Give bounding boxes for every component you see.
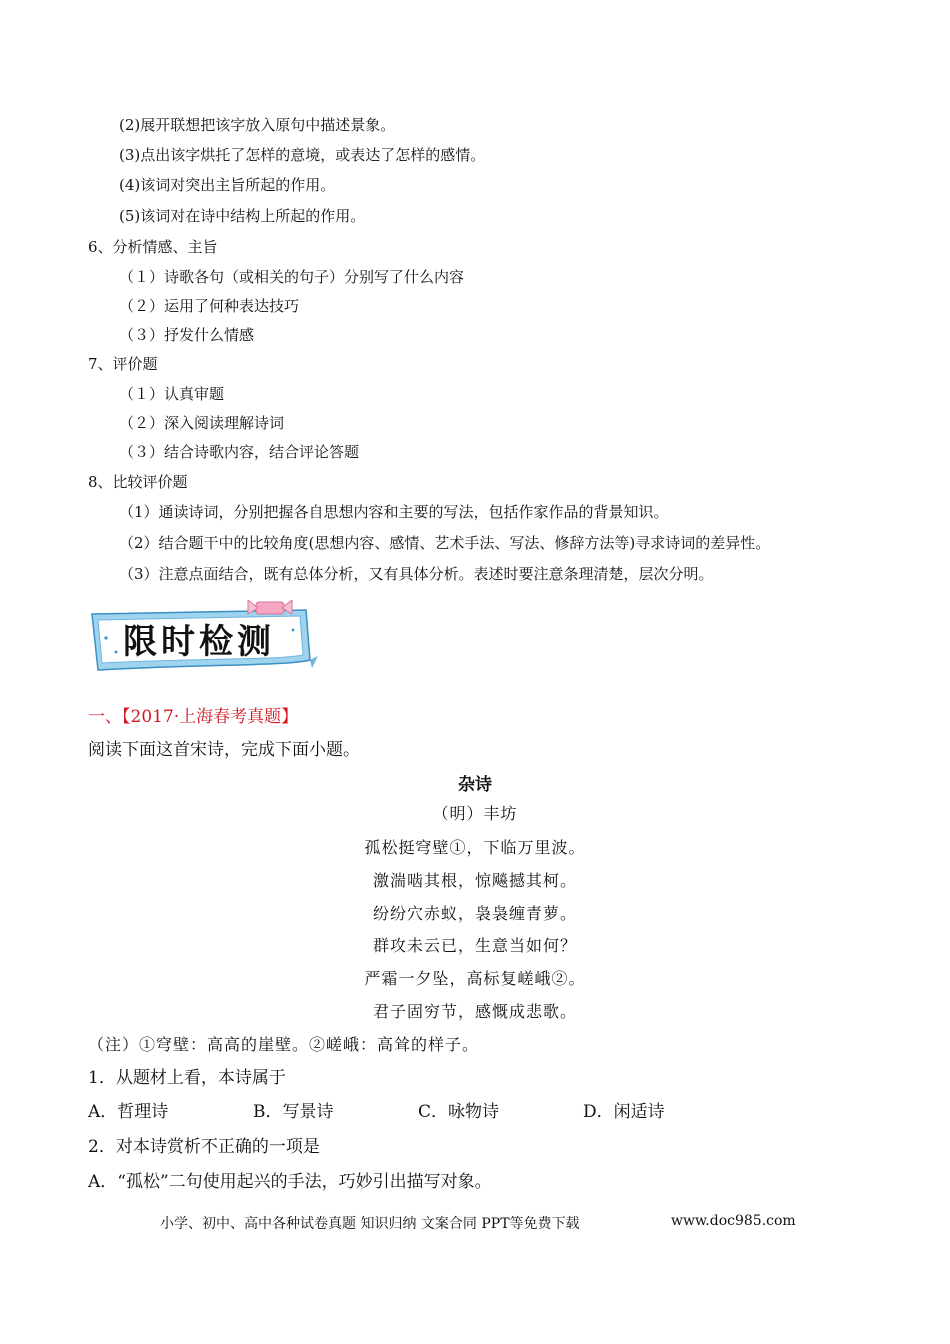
section-8-item: （1）通读诗词，分别把握各自思想内容和主要的写法，包括作家作品的背景知识。	[119, 503, 669, 521]
question-1-option-b: B．写景诗	[253, 1102, 334, 1122]
poem-author: （明）丰坊	[432, 804, 518, 823]
question-one-prefix: 一、	[88, 707, 122, 727]
method-step-2: (2)展开联想把该字放入原句中描述景象。	[119, 116, 396, 134]
section-7-item: （３）结合诗歌内容，结合评论答题	[119, 443, 360, 461]
section-banner	[88, 600, 323, 678]
poem-line: 纷纷穴赤蚁，袅袅缠青萝。	[372, 904, 577, 923]
footer-url[interactable]: www.doc985.com	[671, 1213, 796, 1229]
banner-label: 限时检测	[123, 622, 275, 662]
section-8-item: （2）结合题干中的比较角度(思想内容、感情、艺术手法、写法、修辞方法等)寻求诗词的差异性。	[119, 534, 771, 552]
question-one-header	[88, 705, 298, 729]
method-step-5: (5)该词对在诗中结构上所起的作用。	[119, 207, 366, 225]
method-step-4: (4)该词对突出主旨所起的作用。	[119, 176, 336, 194]
question-2-option-a: A．“孤松”二句使用起兴的手法，巧妙引出描写对象。	[88, 1172, 492, 1192]
section-6-item: （３）抒发什么情感	[119, 326, 255, 344]
section-7-title: 7、评价题	[88, 355, 158, 373]
question-1-stem: 1．从题材上看，本诗属于	[88, 1068, 286, 1088]
poem-line: 君子固穷节，感慨成悲歌。	[372, 1002, 577, 1021]
section-6-item: （１）诗歌各句（或相关的句子）分别写了什么内容	[119, 268, 465, 286]
poem-line: 严霜一夕坠，高标复嵯峨②。	[364, 969, 586, 988]
poem-line: 孤松挺穹壁①，下临万里波。	[364, 838, 586, 857]
footer-text: 小学、初中、高中各种试卷真题 知识归纳 文案合同 PPT等免费下载	[160, 1216, 580, 1232]
method-step-3: (3)点出该字烘托了怎样的意境，或表达了怎样的感情。	[119, 146, 486, 164]
question-1-option-a: A．哲理诗	[88, 1102, 169, 1122]
question-1-option-d: D．闲适诗	[583, 1102, 665, 1122]
question-one-instruction: 阅读下面这首宋诗，完成下面小题。	[88, 740, 360, 760]
section-6-title: 6、分析情感、主旨	[88, 238, 218, 256]
section-8-title: 8、比较评价题	[88, 473, 188, 491]
section-7-item: （２）深入阅读理解诗词	[119, 414, 285, 432]
section-7-item: （１）认真审题	[119, 385, 225, 403]
section-8-item: （3）注意点面结合，既有总体分析，又有具体分析。表述时要注意条理清楚，层次分明。	[119, 565, 714, 583]
question-2-stem: 2．对本诗赏析不正确的一项是	[88, 1137, 320, 1157]
question-1-option-c: C．咏物诗	[418, 1102, 500, 1122]
question-one-source: 【2017·上海春考真题】	[122, 707, 299, 727]
section-6-item: （２）运用了何种表达技巧	[119, 297, 300, 315]
poem-line: 激湍啮其根，惊飚撼其柯。	[372, 871, 577, 890]
poem-title: 杂诗	[458, 775, 492, 795]
poem-note: （注）①穹壁：高高的崖壁。②嵯峨：高耸的样子。	[88, 1035, 480, 1054]
poem-line: 群攻未云已，生意当如何？	[372, 936, 577, 955]
